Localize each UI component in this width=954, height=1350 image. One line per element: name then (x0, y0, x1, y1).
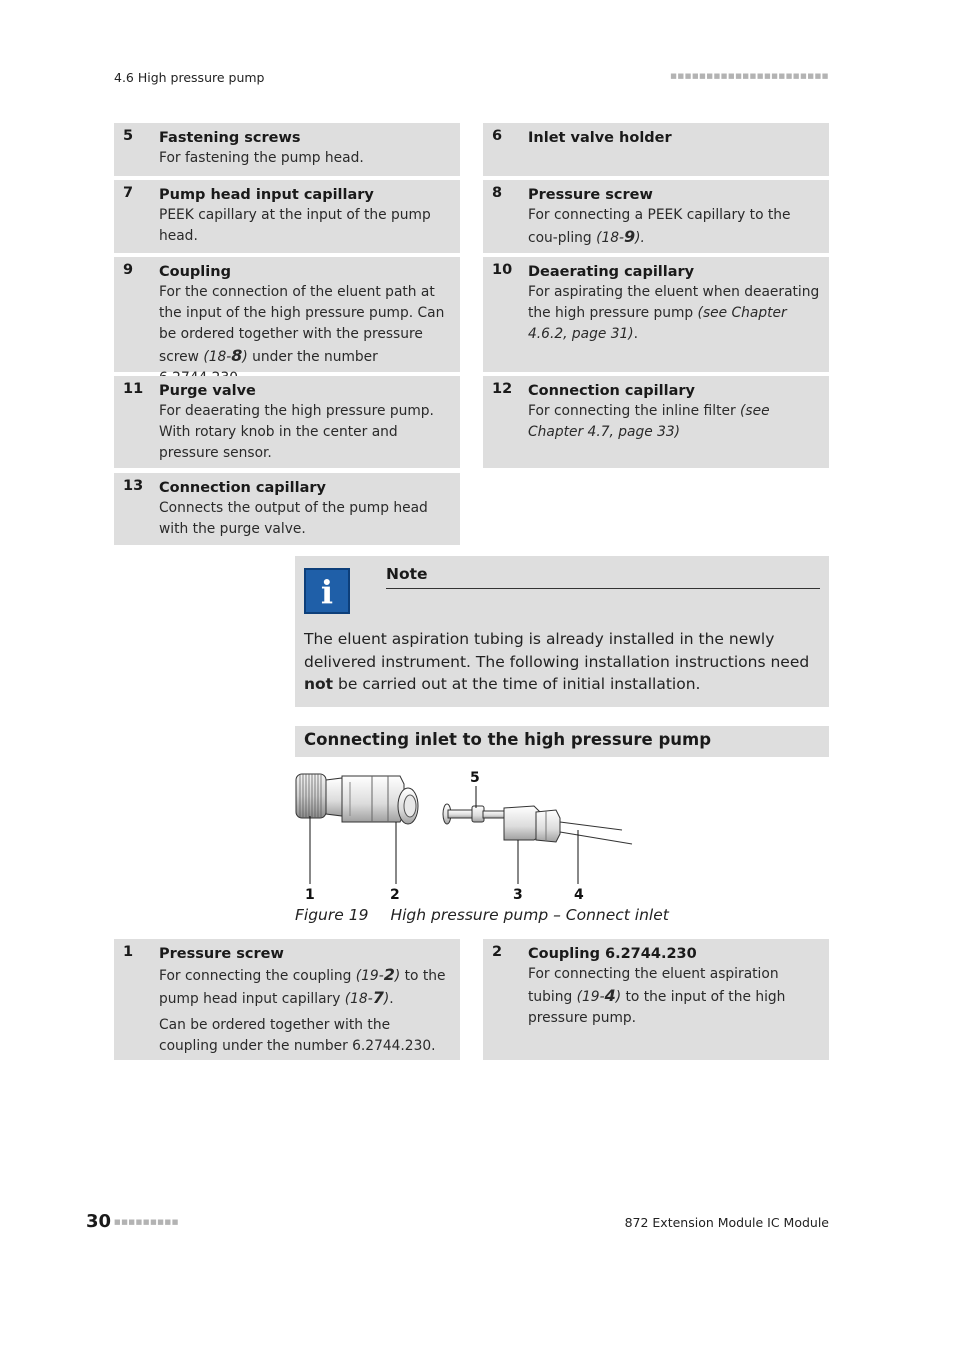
header-decorative-squares: ■■■■■■■■■■■■■■■■■■■■■■ (670, 72, 829, 80)
section-heading: Connecting inlet to the high pressure pump (295, 726, 829, 757)
chapter-reference-link[interactable]: (see Chapter 4.6.2, page 31) (528, 305, 787, 342)
legend-desc: For aspirating the eluent when deaerating the high pressure pump (see Chapter 4.6.2, page 31). (528, 284, 820, 342)
caption-number: Figure 19 (295, 906, 369, 924)
legend-item-5 (114, 123, 460, 176)
figure-reference[interactable]: (19-4) (576, 986, 622, 1005)
legend-item-10 (483, 257, 829, 372)
page-number: 30 (86, 1211, 112, 1232)
callout-label-4: 4 (574, 887, 584, 903)
legend-title: Connection capillary (159, 480, 326, 496)
legend2-item-2 (483, 939, 829, 1060)
legend-item-12 (483, 376, 829, 468)
note-box (295, 556, 829, 707)
legend-item-11 (114, 376, 460, 468)
callout-label-5: 5 (470, 770, 480, 786)
legend-desc: For connecting a PEEK capillary to the cou-pling (18-9). (528, 207, 791, 246)
legend-desc: For the connection of the eluent path at the input of the high pressure pump. Can be ordered together with the pressure screw (18-8) under the number (159, 284, 445, 365)
legend-title: Coupling (159, 264, 231, 280)
legend-item-13 (114, 473, 460, 545)
legend-num: 13 (123, 478, 144, 494)
legend-title: Pressure screw (528, 187, 653, 203)
legend-title: Deaerating capillary (528, 264, 695, 280)
legend-item-8 (483, 180, 829, 253)
note-text: The eluent aspiration tubing is already installed in the newly delivered instrument. The following installation instructions need not be carried out at the time of initial installation. (304, 630, 810, 693)
legend-desc: For deaerating the high pressure pump. With rotary knob in the center and pressure sensor. (159, 403, 434, 461)
legend-desc: For connecting the inline filter (see Chapter 4.7, page 33) (528, 403, 770, 440)
legend2-item-1 (114, 939, 460, 1060)
legend-desc: For connecting the eluent aspiration tubing (19-4) to the input of the high pressure pump. (528, 966, 786, 1026)
footer-decorative-squares: ■■■■■■■■■ (114, 1218, 179, 1226)
legend-title: Pump head input capillary (159, 187, 374, 203)
legend-title: Pressure screw (159, 946, 284, 962)
legend-num: 6 (492, 128, 503, 144)
legend-desc: Connects the output of the pump head with the purge valve. (159, 500, 428, 537)
note-title: Note (386, 565, 428, 583)
info-icon: i (304, 568, 350, 614)
legend-item-7 (114, 180, 460, 253)
callout-label-2: 2 (390, 887, 400, 903)
eluent-aspiration-tubing-drawing (560, 822, 632, 844)
figure-reference[interactable]: (18-9). (596, 227, 645, 246)
coupling-drawing (342, 776, 418, 824)
coupling-small-drawing (504, 806, 560, 842)
legend-desc: For connecting the coupling (19-2) to the pump head input capillary (18-7). (159, 965, 446, 1007)
chapter-reference-link[interactable]: (see Chapter 4.7, page 33) (528, 403, 770, 440)
legend-num: 2 (492, 944, 503, 960)
figure-caption (295, 906, 669, 924)
legend-item-9 (114, 257, 460, 372)
callout-label-1: 1 (305, 887, 315, 903)
figure-high-pressure-pump-inlet (290, 762, 650, 904)
legend-title: Inlet valve holder (528, 130, 672, 146)
legend-title: Connection capillary (528, 383, 695, 399)
legend-num: 9 (123, 262, 134, 278)
footer-document-title: 872 Extension Module IC Module (624, 1215, 829, 1230)
pressure-screw-drawing (296, 774, 342, 818)
legend-num: 12 (492, 381, 513, 397)
pressure-screw-small-drawing (443, 804, 505, 824)
legend-num: 11 (123, 381, 144, 397)
legend-desc: For fastening the pump head. (159, 150, 364, 166)
legend-title: Fastening screws (159, 130, 301, 146)
figure-reference[interactable]: (18-7) (340, 988, 390, 1007)
figure-reference[interactable]: (19-2) (351, 965, 401, 984)
figure-reference[interactable]: (18-8) (203, 346, 248, 365)
legend-num: 7 (123, 185, 134, 201)
running-header-section: 4.6 High pressure pump (114, 70, 265, 85)
legend-title: Coupling 6.2744.230 (528, 946, 697, 962)
legend-num: 1 (123, 944, 134, 960)
legend-item-6 (483, 123, 829, 176)
legend-desc-extra: Can be ordered together with the coupling under the number 6.2744.230. (159, 1017, 436, 1054)
legend-desc: PEEK capillary at the input of the pump head. (159, 207, 431, 244)
note-divider (386, 588, 820, 589)
legend-title: Purge valve (159, 383, 256, 399)
legend-num: 8 (492, 185, 503, 201)
callout-label-3: 3 (513, 887, 523, 903)
legend-num: 10 (492, 262, 513, 278)
legend-num: 5 (123, 128, 134, 144)
caption-text: High pressure pump – Connect inlet (390, 906, 669, 924)
